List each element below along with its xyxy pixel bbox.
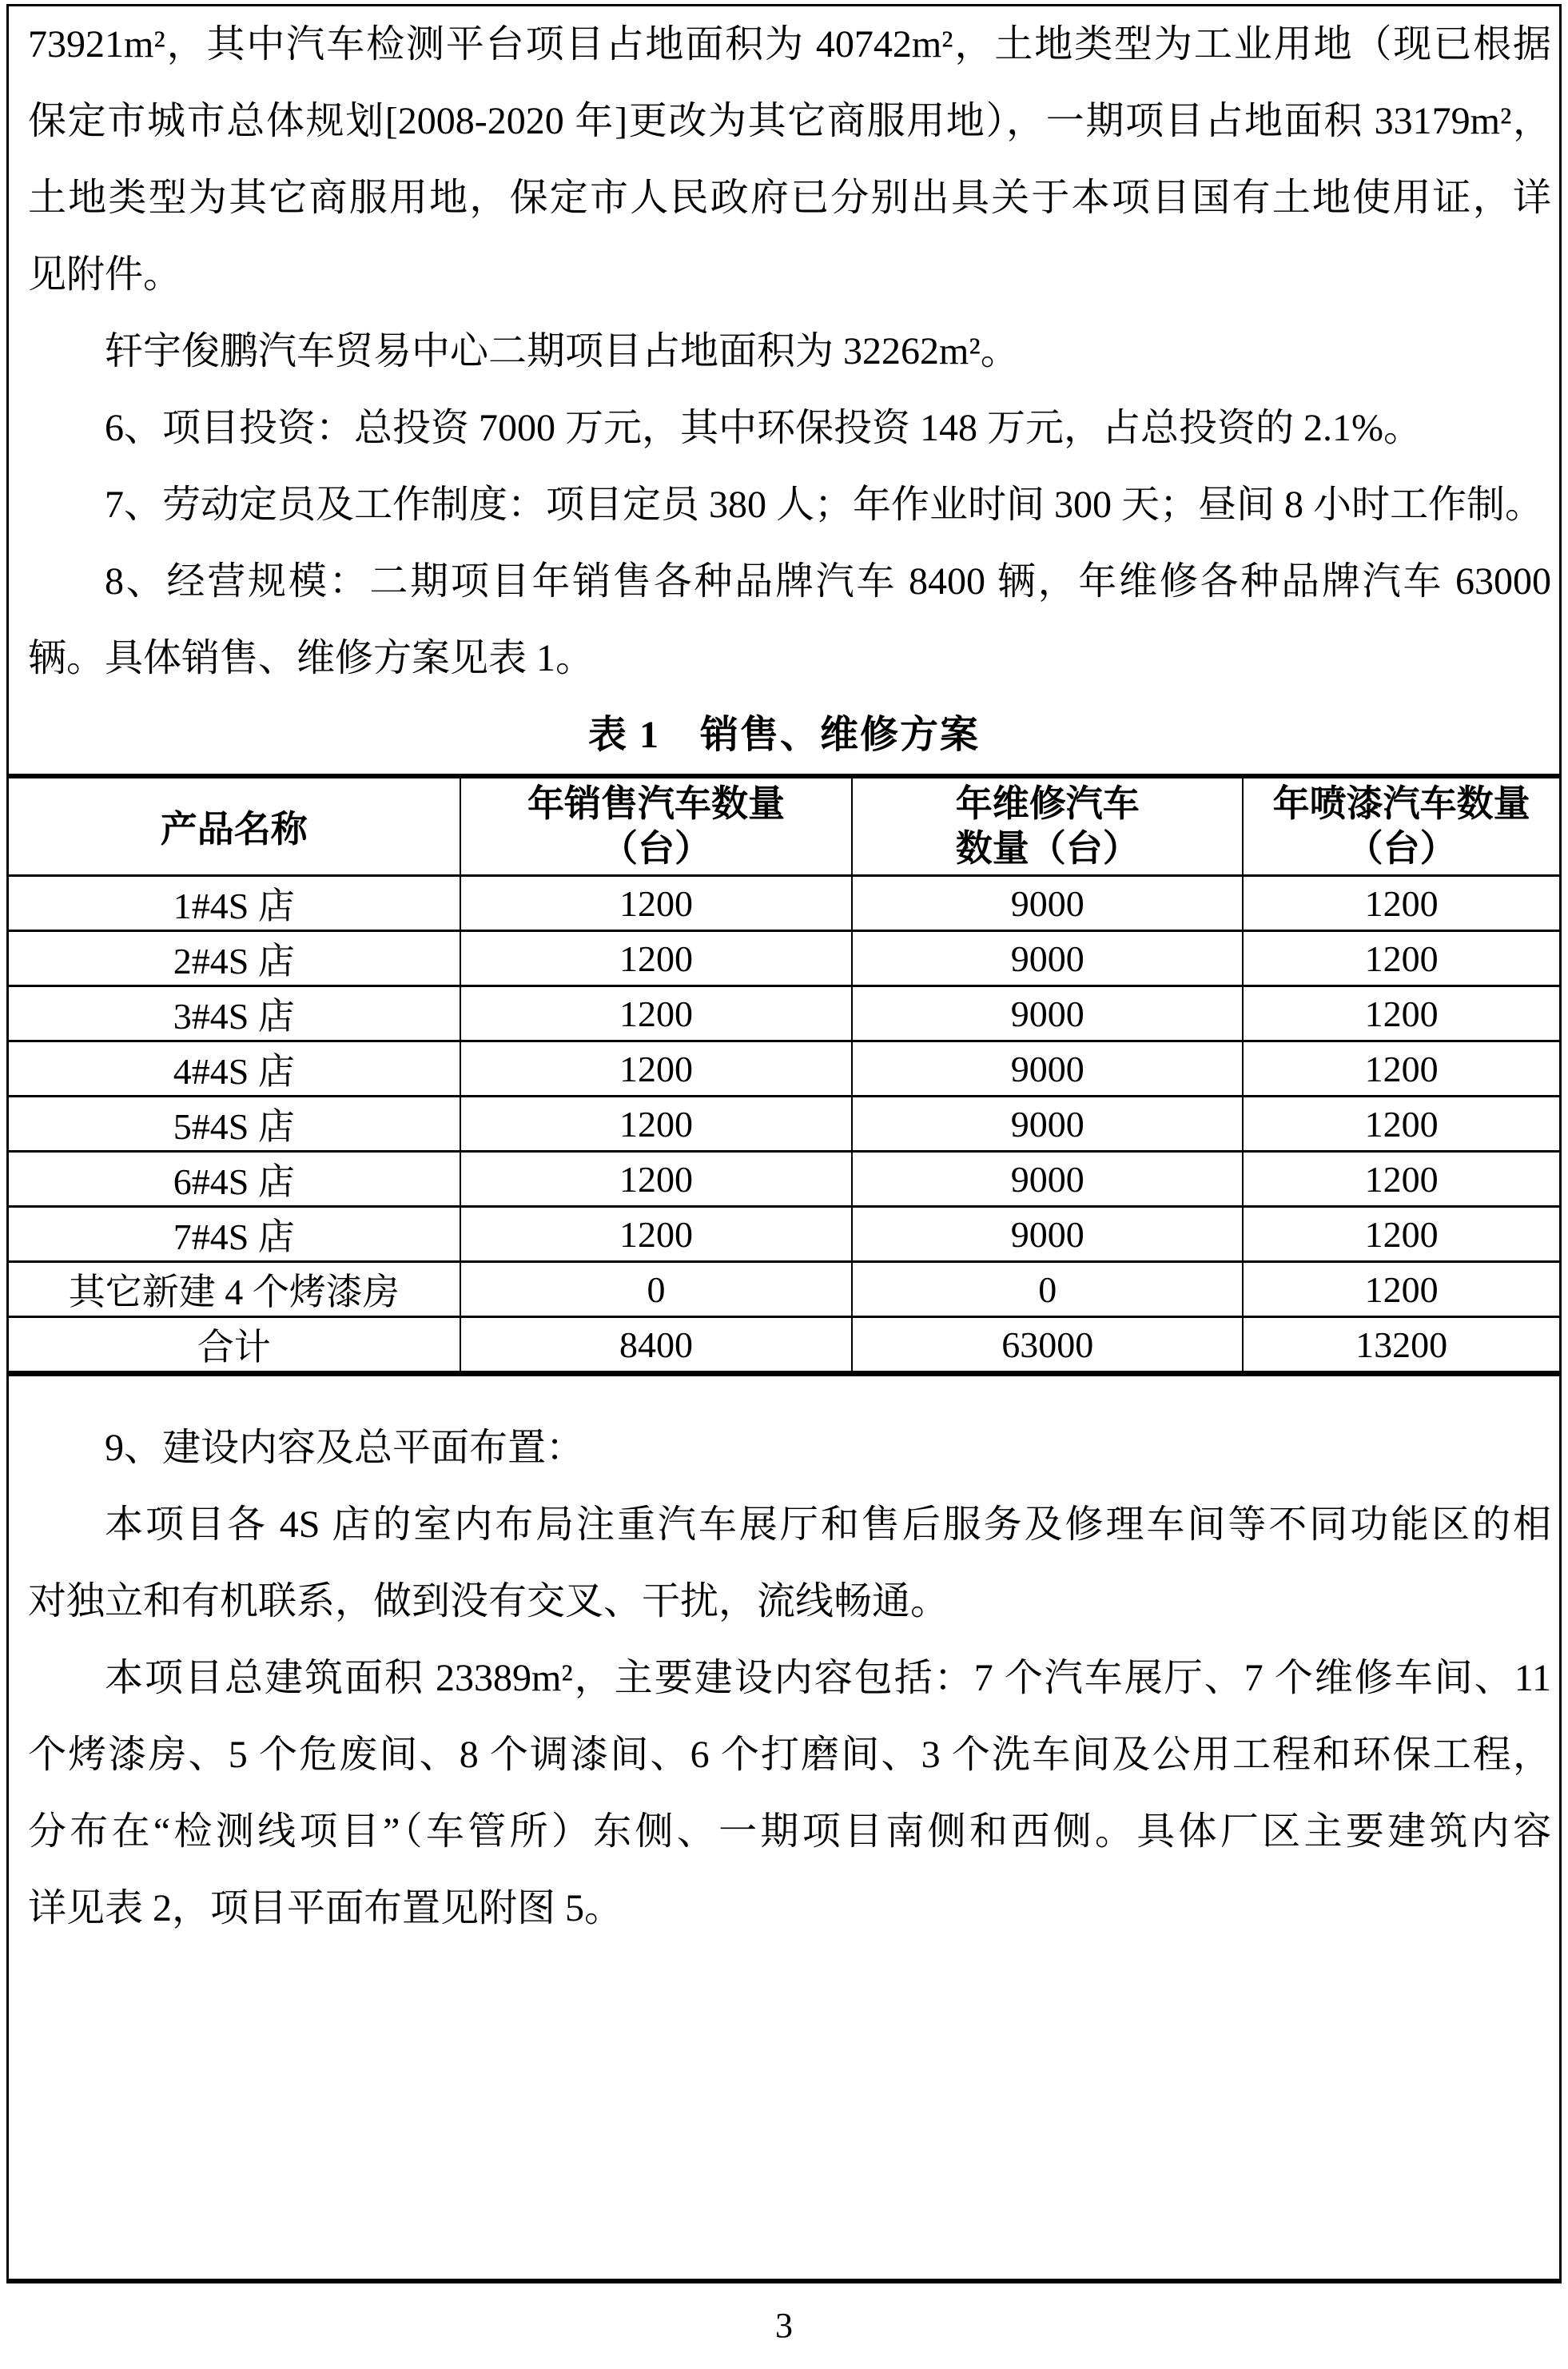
text-line: 保定市城市总体规划[2008-2020 年]更改为其它商服用地），一期项目占地面积 33179m²， [28, 100, 1551, 142]
text-line: 9、建设内容及总平面布置： [105, 1427, 585, 1469]
table-header-cell: 产品名称 [9, 776, 460, 876]
table-cell: 1200 [460, 1097, 853, 1152]
document-page [6, 4, 1562, 2283]
text-line: 对独立和有机联系，做到没有交叉、干扰，流线畅通。 [28, 1580, 949, 1622]
table-body [9, 876, 1559, 1374]
text-line: 见附件。 [28, 253, 182, 296]
table-header-row [9, 776, 1559, 876]
table-row [9, 931, 1559, 986]
table-cell: 0 [852, 1262, 1243, 1317]
table-row [9, 1152, 1559, 1207]
table-row [9, 1262, 1559, 1317]
table-row [9, 1097, 1559, 1152]
table-cell: 1200 [1243, 1262, 1559, 1317]
table-cell: 9000 [852, 931, 1243, 986]
table-cell: 1200 [1243, 1041, 1559, 1097]
table-row [9, 1317, 1559, 1374]
table-cell: 9000 [852, 1041, 1243, 1097]
table-header-cell [852, 776, 1243, 876]
paragraph-item8-scale [9, 543, 1559, 697]
table-cell: 1200 [460, 876, 853, 931]
table-cell: 5#4S 店 [9, 1097, 460, 1152]
text-line: 本项目总建筑面积 23389m²，主要建设内容包括：7 个汽车展厅、7 个维修车间、11 [105, 1657, 1551, 1699]
text-line: 8、经营规模：二期项目年销售各种品牌汽车 8400 辆，年维修各种品牌汽车 63000 [105, 560, 1551, 603]
table-cell: 9000 [852, 876, 1243, 931]
table-header-cell [460, 776, 853, 876]
table-cell: 9000 [852, 1097, 1243, 1152]
text-line: 分布在“检测线项目”（车管所）东侧、一期项目南侧和西侧。具体厂区主要建筑内容 [28, 1810, 1551, 1853]
table-cell: 9000 [852, 986, 1243, 1041]
header-line: 年销售汽车数量 [527, 783, 785, 824]
table-cell: 1200 [1243, 1207, 1559, 1262]
table-cell: 63000 [852, 1317, 1243, 1374]
paragraph-construction-content [9, 1640, 1559, 1947]
paragraph-layout-description [9, 1487, 1559, 1640]
table-cell: 1200 [460, 986, 853, 1041]
table-cell: 1200 [1243, 931, 1559, 986]
table-cell: 13200 [1243, 1317, 1559, 1374]
text-line: 本项目各 4S 店的室内布局注重汽车展厅和售后服务及修理车间等不同功能区的相 [105, 1503, 1551, 1546]
table-row [9, 1207, 1559, 1262]
paragraph-item9-heading [9, 1410, 1559, 1487]
text-line: 土地类型为其它商服用地，保定市人民政府已分别出具关于本项目国有土地使用证，详 [28, 177, 1551, 219]
text-line: 73921m²，其中汽车检测平台项目占地面积为 40742m²，土地类型为工业用地（现已根据 [28, 23, 1551, 66]
table-cell: 8400 [460, 1317, 853, 1374]
paragraph-item6-investment [9, 390, 1559, 467]
table-1-title: 表 1 销售、维修方案 [587, 714, 980, 756]
table-cell: 2#4S 店 [9, 931, 460, 986]
text-line: 辆。具体销售、维修方案见表 1。 [28, 637, 595, 679]
page-number: 3 [775, 2306, 793, 2345]
table-cell: 1200 [460, 1207, 853, 1262]
table-cell: 6#4S 店 [9, 1152, 460, 1207]
table-row [9, 986, 1559, 1041]
text-line: 详见表 2，项目平面布置见附图 5。 [28, 1887, 623, 1929]
header-line: 数量（台） [955, 828, 1140, 869]
header-line: （台） [1346, 828, 1457, 869]
table-header-cell [1243, 776, 1559, 876]
table-cell: 1200 [1243, 1097, 1559, 1152]
paragraph-land-area [9, 6, 1559, 313]
table-cell: 1#4S 店 [9, 876, 460, 931]
table-cell: 7#4S 店 [9, 1207, 460, 1262]
table-row [9, 876, 1559, 931]
text-line: 7、劳动定员及工作制度：项目定员 380 人；年作业时间 300 天；昼间 8 小时工作制。 [105, 484, 1544, 526]
text-line: 6、项目投资：总投资 7000 万元，其中环保投资 148 万元，占总投资的 2.1%。 [105, 407, 1422, 449]
paragraph-item7-staffing [9, 467, 1559, 543]
table-cell: 9000 [852, 1207, 1243, 1262]
table-cell: 1200 [460, 1041, 853, 1097]
table-cell: 其它新建 4 个烤漆房 [9, 1262, 460, 1317]
text-line: 轩宇俊鹏汽车贸易中心二期项目占地面积为 32262m²。 [105, 330, 1019, 372]
table-row [9, 1041, 1559, 1097]
text-line: 个烤漆房、5 个危废间、8 个调漆间、6 个打磨间、3 个洗车间及公用工程和环保工程， [28, 1734, 1551, 1776]
header-line: 年喷漆汽车数量 [1272, 783, 1530, 824]
table-cell: 1200 [1243, 986, 1559, 1041]
sales-repair-plan-table [9, 774, 1559, 1376]
table-cell: 9000 [852, 1152, 1243, 1207]
table-cell: 0 [460, 1262, 853, 1317]
table-cell: 1200 [460, 931, 853, 986]
table-cell: 1200 [1243, 1152, 1559, 1207]
paragraph-phase2-area [9, 313, 1559, 390]
header-line: （台） [600, 828, 711, 869]
table-cell: 合计 [9, 1317, 460, 1374]
table-cell: 3#4S 店 [9, 986, 460, 1041]
header-line: 年维修汽车 [955, 783, 1140, 824]
table-cell: 1200 [1243, 876, 1559, 931]
table-cell: 1200 [460, 1152, 853, 1207]
table-cell: 4#4S 店 [9, 1041, 460, 1097]
